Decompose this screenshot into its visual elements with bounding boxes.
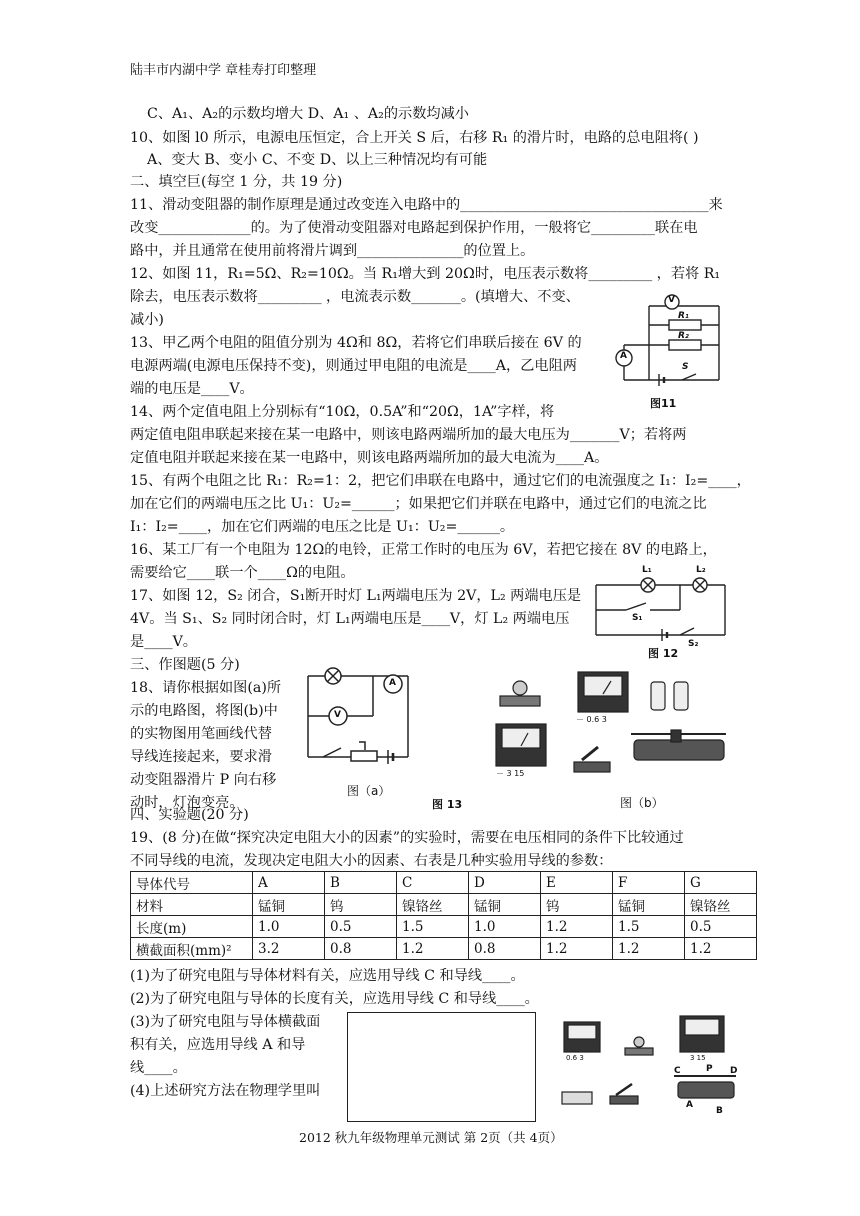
figure-13b-components	[486, 662, 736, 810]
l1-label: L₁	[642, 565, 652, 575]
table-cell: G	[685, 872, 757, 894]
section-experiment-heading: 四、实验题(20 分)	[130, 807, 249, 823]
q19-line2: 不同导线的电流，发现决定电阻大小的因素、右表是几种实验用导线的参数：	[130, 853, 613, 869]
r1-label: R₁	[678, 311, 689, 321]
table-cell: 锰铜	[613, 894, 685, 916]
table-cell: 导体代号	[131, 872, 253, 894]
table-cell: 钨	[541, 894, 613, 916]
table-cell: 1.2	[397, 938, 469, 960]
q19-part3-line1: (3)为了研究电阻与导体横截面	[130, 1014, 321, 1030]
table-cell: 1.2	[541, 916, 613, 938]
table-cell: C	[397, 872, 469, 894]
q16-line1: 16、某工厂有一个电阻为 12Ω的电铃，正常工作时的电压为 6V，若把它接在 8V 的电路上，	[130, 542, 717, 558]
q12-line1: 12、如图 11，R₁=5Ω、R₂=10Ω。当 R₁增大到 20Ω时，电压表示数将_________ ，若将 R₁	[130, 266, 721, 282]
figure-19-components	[550, 1010, 740, 1125]
table-row	[131, 916, 757, 938]
table-cell: 镍铬丝	[397, 894, 469, 916]
q19-part3-line3: 线____。	[130, 1060, 187, 1076]
q10-options: A、变大 B、变小 C、不变 D、以上三种情况均有可能	[147, 152, 488, 168]
table-cell: 锰铜	[253, 894, 325, 916]
figure-12-caption: 图 12	[648, 647, 679, 660]
q15-line1: 15、有两个电阻之比 R₁：R₂=1：2，把它们串联在电路中，通过它们的电流强度之 I₁：I₂=____，	[130, 473, 751, 489]
q12-line3: 减小)	[130, 312, 164, 328]
q15-line3: I₁：I₂=____，加在它们两端的电压之比是 U₁：U₂=______。	[130, 519, 515, 535]
table-cell: 镍铬丝	[685, 894, 757, 916]
q11-line3: 路中，并且通常在使用前将滑片调到_______________的位置上。	[130, 243, 535, 259]
figure-13b-caption: 图（b）	[620, 796, 664, 810]
q18-line2: 示的电路图，将图(b)中	[130, 703, 278, 719]
figure-11-circuit	[604, 290, 734, 410]
q13-line3: 端的电压是____V。	[130, 381, 254, 397]
ammeter-terminal-labels: － 0.6 3	[576, 715, 607, 724]
q16-line2: 需要给它____联一个____Ω的电阻。	[130, 565, 355, 581]
q18-line4: 导线连接起来，要求滑	[130, 749, 272, 765]
table-cell: A	[253, 872, 325, 894]
table-cell: F	[613, 872, 685, 894]
q19-part3-line2: 积有关，应选用导线 A 和导	[130, 1037, 306, 1053]
ammeter-label: A	[620, 351, 627, 361]
table-cell: B	[325, 872, 397, 894]
q19-part1: (1)为了研究电阻与导体材料有关，应选用导线 C 和导线____。	[130, 968, 525, 984]
q17-line1: 17、如图 12，S₂ 闭合，S₁断开时灯 L₁两端电压为 2V，L₂ 两端电压是	[130, 588, 582, 604]
q13-line2: 电源两端(电源电压保持不变)，则通过甲电阻的电流是____A，乙电阻两	[130, 358, 577, 374]
q15-line2: 加在它们的两端电压之比 U₁：U₂=______；如果把它们并联在电路中，通过它们的电流之比	[130, 496, 707, 512]
q14-line1: 14、两个定值电阻上分别标有“10Ω，0.5A”和“20Ω，1A”字样，将	[130, 404, 555, 420]
q12-line2: 除去，电压表示数将_________ ，电流表示数_______。(填增大、不变、	[130, 289, 580, 305]
q17-line3: 是____V。	[130, 634, 197, 650]
q19-ammeter-terminals: 0.6 3	[566, 1054, 584, 1062]
figure-13-caption: 图 13	[432, 798, 463, 811]
table-cell: 1.5	[613, 916, 685, 938]
q13-line1: 13、甲乙两个电阻的阻值分别为 4Ω和 8Ω，若将它们串联后接在 6V 的	[130, 335, 582, 351]
s1-label: S₁	[632, 613, 643, 623]
rheostat-p-label: P	[706, 1064, 713, 1074]
rheostat-d-label: D	[730, 1066, 738, 1076]
section-fill-heading: 二、填空巨(每空 1 分，共 19 分)	[130, 174, 343, 190]
table-cell: 0.8	[469, 938, 541, 960]
rheostat-a-label: A	[686, 1100, 693, 1110]
table-cell: 1.2	[685, 938, 757, 960]
q18-line1: 18、请你根据如图(a)所	[130, 680, 282, 696]
table-cell: 钨	[325, 894, 397, 916]
voltmeter-terminal-labels: － 3 15	[496, 769, 525, 778]
q14-line3: 定值电阻并联起来接在某一电路中，则该电路两端所加的最大电流为____A。	[130, 450, 609, 466]
s2-label: S₂	[688, 639, 699, 649]
table-cell: E	[541, 872, 613, 894]
table-header-row	[131, 872, 757, 894]
table-cell: 0.8	[325, 938, 397, 960]
page-footer: 2012 秋九年级物理单元测试 第 2页（共 4页）	[299, 1130, 563, 1145]
q11-line2: 改变_____________的。为了使滑动变阻器对电路起到保护作用，一般将它_________联在电	[130, 220, 698, 236]
q14-line2: 两定值电阻串联起来接在某一电路中，则该电路两端所加的最大电压为_______V；若将两	[130, 427, 687, 443]
table-cell: 1.2	[541, 938, 613, 960]
ammeter-a-label: A	[389, 678, 396, 688]
q9-options-cd: C、A₁、A₂的示数均增大 D、A₁ 、A₂的示数均减小	[147, 106, 469, 122]
table-cell: D	[469, 872, 541, 894]
table-row	[131, 938, 757, 960]
q19-line1: 19、(8 分)在做“探究决定电阻大小的因素”的实验时，需要在电压相同的条件下比较通过	[130, 830, 684, 846]
figure-12-circuit	[590, 563, 730, 658]
q17-line2: 4V。当 S₁、S₂ 同时闭合时，灯 L₁两端电压是____V，灯 L₂ 两端电压	[130, 611, 570, 627]
table-cell: 锰铜	[469, 894, 541, 916]
table-cell: 1.0	[253, 916, 325, 938]
l2-label: L₂	[696, 565, 706, 575]
table-cell: 1.5	[397, 916, 469, 938]
wire-parameter-table	[130, 871, 757, 960]
q10-stem: 10、如图 l0 所示，电源电压恒定，合上开关 S 后，右移 R₁ 的滑片时，电路的总电阻将( )	[130, 130, 699, 146]
q18-line5: 动变阻器滑片 P 向右移	[130, 772, 277, 788]
r2-label: R₂	[678, 331, 689, 341]
switch-label: S	[682, 362, 689, 372]
answer-drawing-box	[347, 1012, 536, 1122]
q19-part4: (4)上述研究方法在物理学里叫	[130, 1083, 321, 1099]
page-header: 陆丰市内湖中学 章桂寿打印整理	[130, 63, 317, 78]
table-cell: 0.5	[325, 916, 397, 938]
rheostat-c-label: C	[674, 1066, 681, 1076]
figure-13a-caption: 图（a）	[347, 784, 391, 798]
table-cell: 3.2	[253, 938, 325, 960]
table-row	[131, 894, 757, 916]
q18-line6: 动时，灯泡变亮。	[130, 795, 244, 811]
q19-part2: (2)为了研究电阻与导体的长度有关，应选用导线 C 和导线____。	[130, 991, 539, 1007]
voltmeter-label: V	[668, 295, 675, 305]
rheostat-b-label: B	[716, 1106, 723, 1116]
section-drawing-heading: 三、作图题(5 分)	[130, 657, 240, 673]
table-cell: 1.0	[469, 916, 541, 938]
table-cell: 长度(m)	[131, 916, 253, 938]
figure-11-caption: 图11	[650, 397, 677, 410]
voltmeter-v-label: V	[334, 710, 341, 720]
q19-voltmeter-terminals: 3 15	[690, 1054, 706, 1062]
figure-13a-circuit	[293, 662, 423, 798]
q18-line3: 的实物图用笔画线代替	[130, 726, 272, 742]
q11-line1: 11、滑动变阻器的制作原理是通过改变连入电路中的___________________________________来	[130, 197, 723, 213]
table-cell: 横截面积(mm)²	[131, 938, 253, 960]
table-cell: 0.5	[685, 916, 757, 938]
table-cell: 材料	[131, 894, 253, 916]
table-cell: 1.2	[613, 938, 685, 960]
